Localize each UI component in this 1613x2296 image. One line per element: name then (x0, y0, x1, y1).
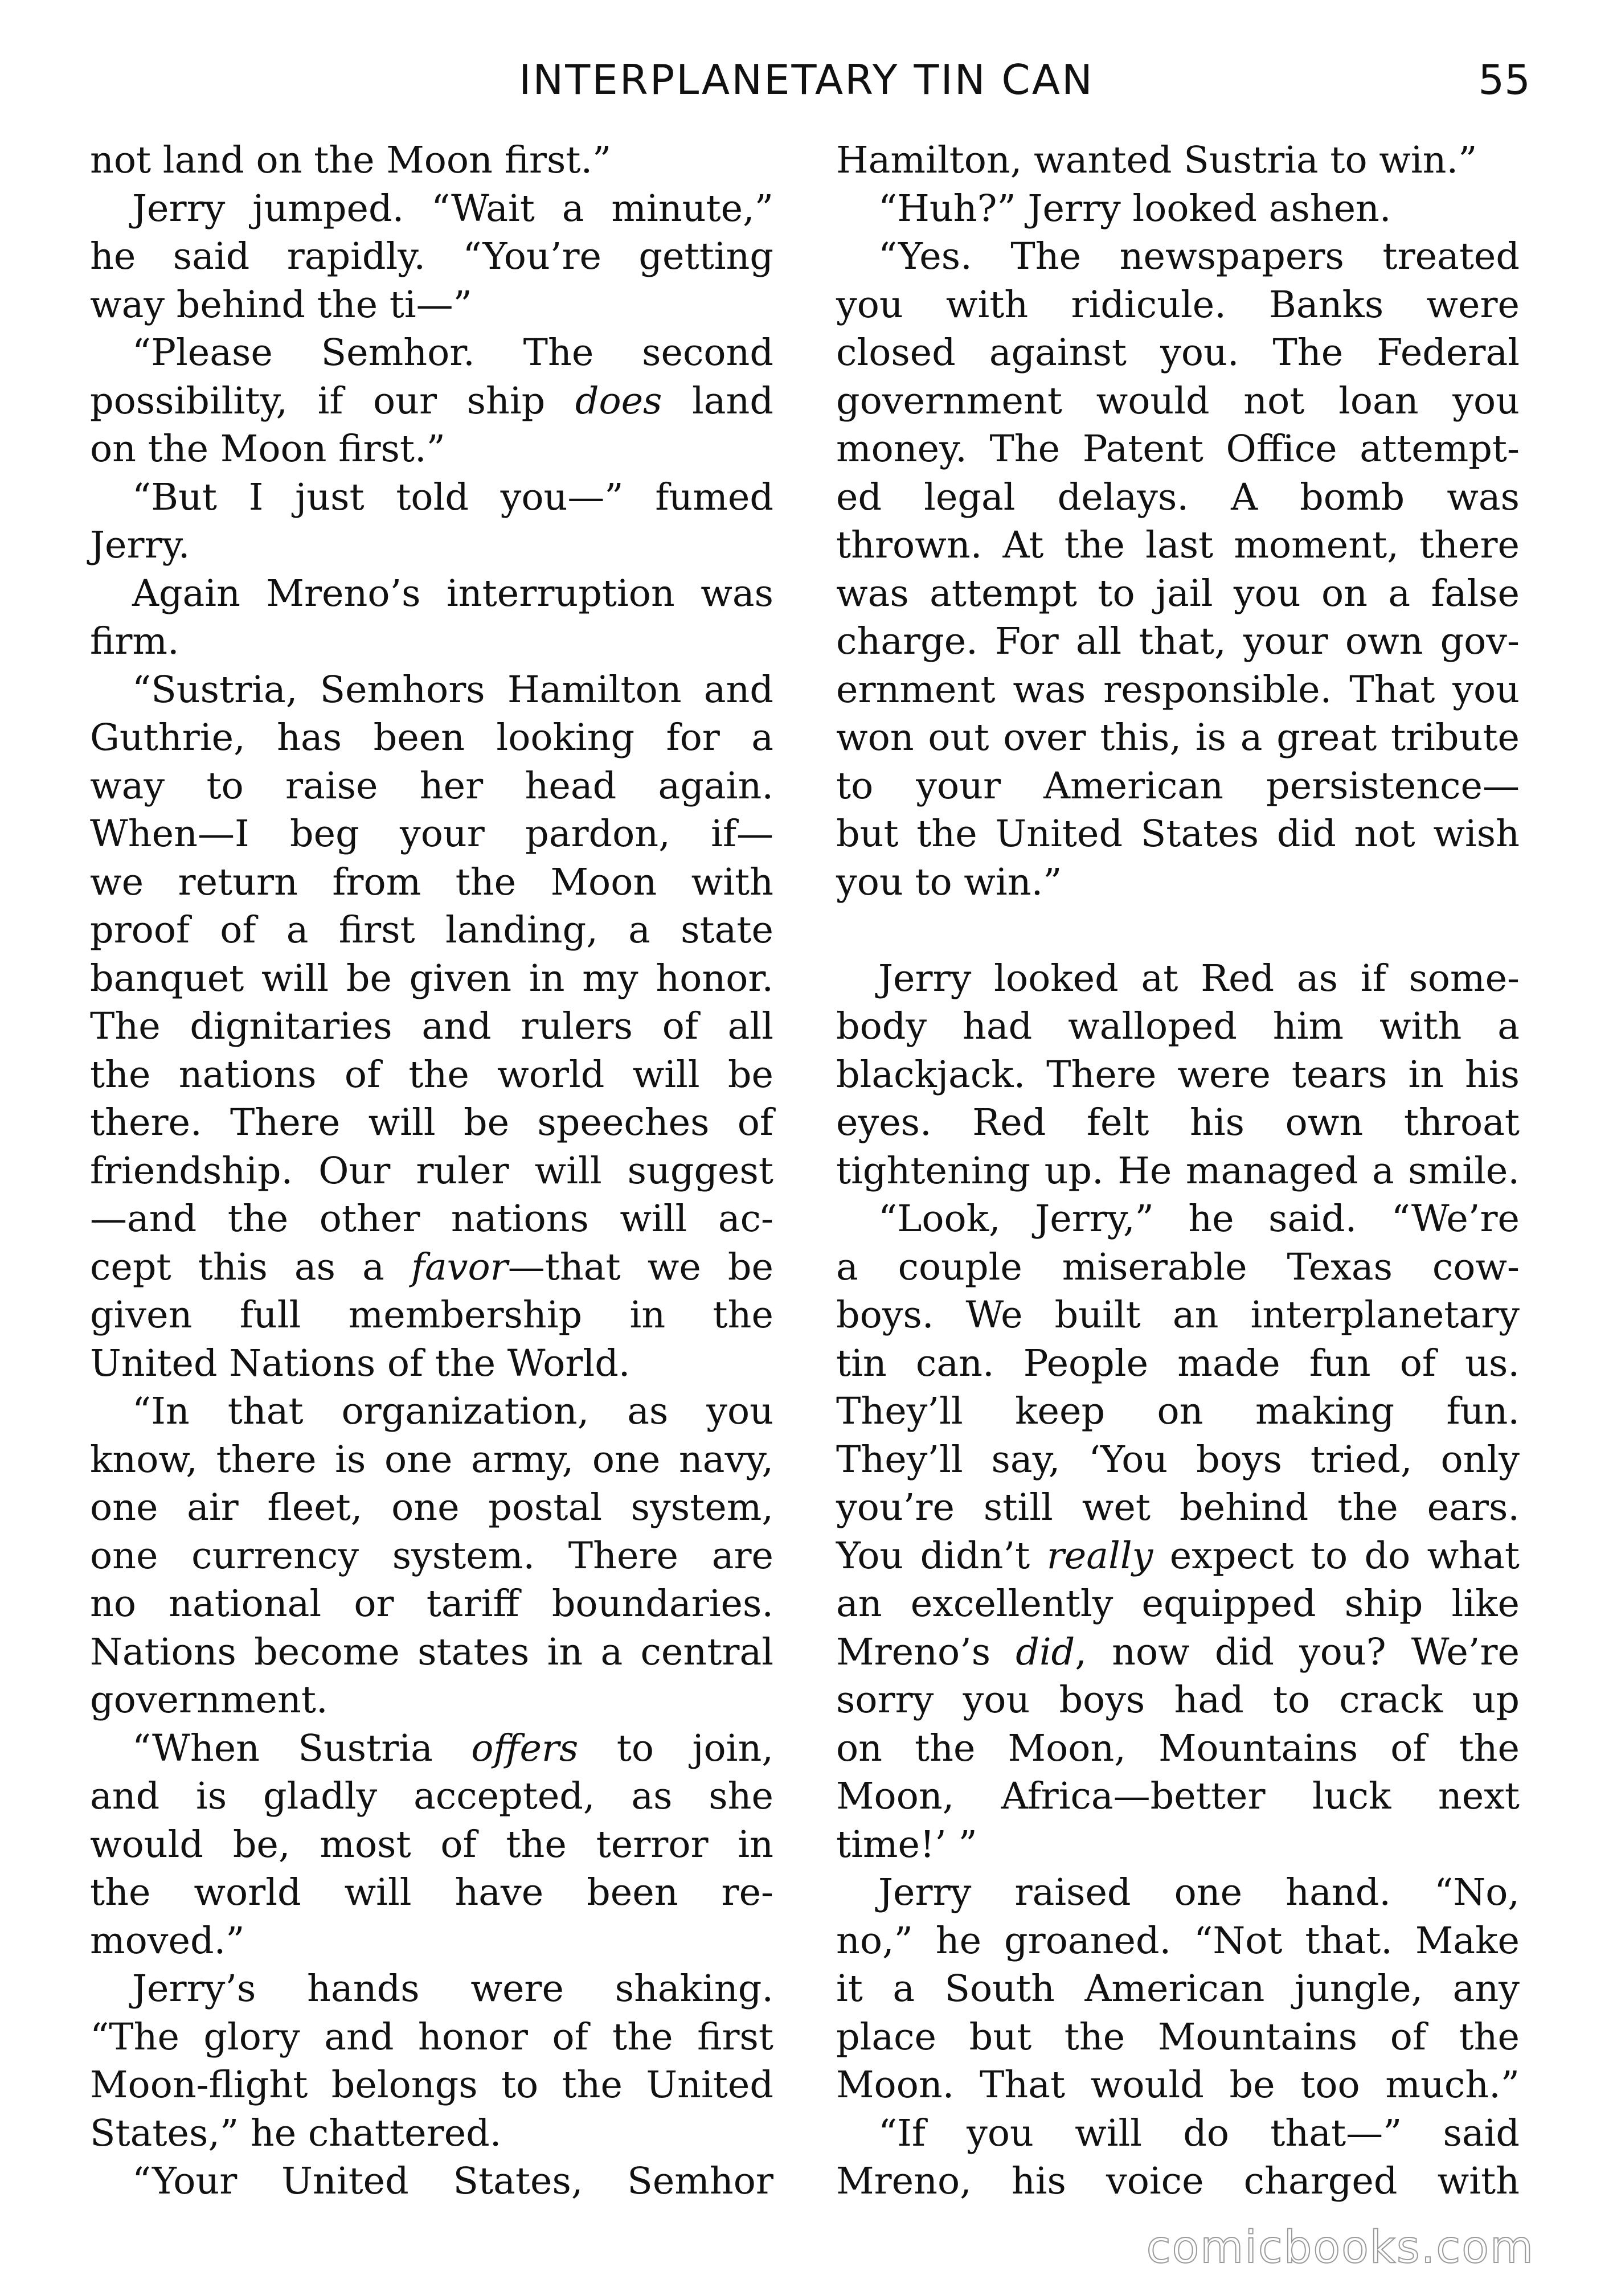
text-line: was attempt to jail you on a false (836, 572, 1520, 615)
left-text-column (90, 137, 773, 2206)
text-line: The dignitaries and rulers of all (90, 1005, 773, 1048)
text-line: he said rapidly. “You’re getting (90, 235, 773, 278)
text-line: sorry you boys had to crack up (836, 1679, 1520, 1721)
text-line: “If you will do that—” said (878, 2112, 1520, 2155)
text-line (836, 907, 1520, 955)
text-line: time!’ ” (836, 1823, 977, 1866)
text-line: but the United States did not wish (836, 813, 1520, 855)
running-title: INTERPLANETARY TIN CAN (519, 56, 1094, 104)
text-line: Jerry’s hands were shaking. (132, 1967, 773, 2010)
text-line: government would not loan you (836, 379, 1520, 423)
watermark: comicbooks.com (1146, 2222, 1534, 2273)
text-line: “Yes. The newspapers treated (878, 235, 1520, 278)
text-line: possibility, if our ship does land (90, 379, 773, 423)
text-line: “Please Semhor. The second (132, 331, 773, 374)
text-line: no national or tariff boundaries. (90, 1582, 773, 1625)
text-line: one currency system. There are (90, 1534, 773, 1577)
text-line: government. (90, 1679, 328, 1721)
text-line: —and the other nations will ac- (90, 1198, 773, 1240)
text-line: closed against you. The Federal (836, 331, 1520, 374)
text-line: “Sustria, Semhors Hamilton and (132, 668, 773, 711)
text-line: charge. For all that, your own gov- (836, 620, 1520, 663)
text-line: money. The Patent Office attempt- (836, 428, 1520, 470)
text-line: the world will have been re- (90, 1871, 773, 1914)
text-line: on the Moon first.” (90, 428, 445, 470)
text-line: boys. We built an interplanetary (836, 1294, 1520, 1336)
right-text-column (836, 137, 1520, 2206)
text-line: Jerry looked at Red as if some- (878, 957, 1520, 1000)
text-line: an excellently equipped ship like (836, 1582, 1520, 1625)
text-line: Mreno’s did, now did you? We’re (836, 1630, 1520, 1674)
text-line: firm. (90, 620, 179, 663)
text-line: place but the Mountains of the (836, 2015, 1520, 2059)
text-line: tightening up. He managed a smile. (836, 1149, 1520, 1192)
text-line: Moon-flight belongs to the United (90, 2064, 773, 2106)
text-line: given full membership in the (90, 1294, 773, 1336)
text-line: Jerry jumped. “Wait a minute,” (132, 187, 773, 230)
text-line: ed legal delays. A bomb was (836, 475, 1520, 519)
text-line: friendship. Our ruler will suggest (90, 1149, 773, 1192)
text-line: blackjack. There were tears in his (836, 1053, 1520, 1096)
text-line: you to win.” (836, 860, 1062, 904)
text-line: Jerry. (90, 524, 190, 567)
text-line: Again Mreno’s interruption was (132, 572, 773, 615)
text-line: When—I beg your pardon, if— (90, 813, 773, 855)
text-line: on the Moon, Mountains of the (836, 1727, 1520, 1770)
text-line: “When Sustria offers to join, (132, 1727, 773, 1770)
text-line: eyes. Red felt his own throat (836, 1101, 1520, 1144)
text-line: know, there is one army, one navy, (90, 1438, 773, 1481)
text-line: States,” he chattered. (90, 2112, 502, 2155)
text-line: Jerry raised one hand. “No, (878, 1871, 1520, 1914)
text-line: way behind the ti—” (90, 283, 472, 326)
text-line: You didn’t really expect to do what (836, 1534, 1520, 1577)
text-line: would be, most of the terror in (90, 1823, 773, 1866)
text-line: body had walloped him with a (836, 1005, 1520, 1048)
text-line: cept this as a favor—that we be (90, 1245, 773, 1289)
text-line: we return from the Moon with (90, 860, 773, 904)
text-line: way to raise her head again. (90, 764, 773, 807)
text-line: won out over this, is a great tribute (836, 716, 1520, 759)
text-line: you with ridicule. Banks were (836, 283, 1520, 326)
text-line: there. There will be speeches of (90, 1101, 773, 1144)
text-line: tin can. People made fun of us. (836, 1342, 1520, 1385)
text-line: banquet will be given in my honor. (90, 957, 773, 1000)
text-line: Hamilton, wanted Sustria to win.” (836, 139, 1477, 182)
text-line: thrown. At the last moment, there (836, 524, 1520, 567)
text-line: United Nations of the World. (90, 1342, 631, 1385)
text-line: Moon, Africa—better luck next (836, 1775, 1520, 1818)
text-line: not land on the Moon first.” (90, 139, 612, 182)
text-line: proof of a first landing, a state (90, 909, 773, 952)
text-line: a couple miserable Texas cow- (836, 1245, 1520, 1289)
text-line: you’re still wet behind the ears. (836, 1486, 1520, 1529)
text-line: no,” he groaned. “Not that. Make (836, 1919, 1520, 1962)
text-line: ernment was responsible. That you (836, 668, 1520, 711)
text-line: it a South American jungle, any (836, 1967, 1520, 2010)
text-line: one air fleet, one postal system, (90, 1486, 773, 1529)
text-line: “Huh?” Jerry looked ashen. (878, 187, 1391, 230)
text-line: They’ll say, ‘You boys tried, only (836, 1438, 1520, 1481)
text-line: “Look, Jerry,” he said. “We’re (878, 1198, 1520, 1240)
text-line: moved.” (90, 1919, 245, 1962)
text-line: “In that organization, as you (132, 1390, 773, 1433)
text-line: “Your United States, Semhor (132, 2160, 773, 2203)
text-line: They’ll keep on making fun. (836, 1390, 1520, 1433)
text-line: Moon. That would be too much.” (836, 2064, 1520, 2106)
text-line: “But I just told you—” fumed (132, 475, 773, 519)
text-line: Mreno, his voice charged with (836, 2160, 1520, 2203)
text-line: “The glory and honor of the first (90, 2015, 773, 2059)
text-line: and is gladly accepted, as she (90, 1775, 773, 1818)
text-line: Guthrie, has been looking for a (90, 716, 773, 759)
page-number: 55 (1478, 56, 1530, 104)
text-line: the nations of the world will be (90, 1053, 773, 1096)
text-line: Nations become states in a central (90, 1630, 773, 1674)
text-line: to your American persistence— (836, 764, 1520, 807)
